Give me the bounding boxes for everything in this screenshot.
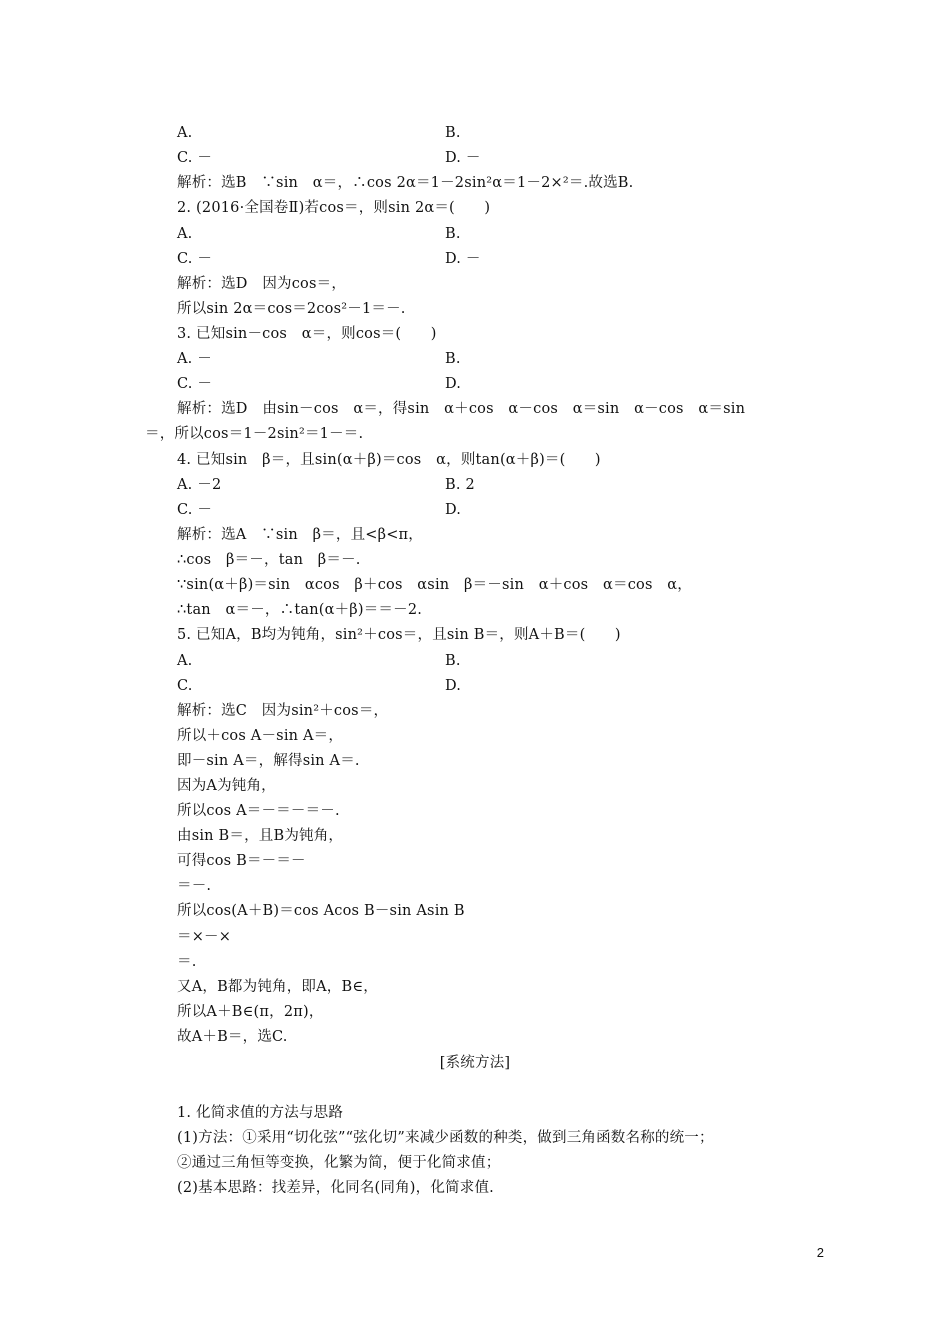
- q5-solution-6: 由sin B＝，且B为钝角，: [177, 828, 344, 844]
- q2-solution-1: 解析：选D 因为cos＝，: [177, 276, 347, 292]
- q5-option-d: D.: [445, 678, 462, 694]
- q4-option-d: D.: [445, 502, 462, 518]
- q5-solution-14: 故A＋B＝，选C.: [177, 1029, 288, 1045]
- q5-solution-2: 所以＋cos A－sin A＝，: [177, 728, 344, 744]
- q5-option-c: C.: [177, 678, 193, 694]
- method-line-2: ②通过三角恒等变换，化繁为简，便于化简求值；: [177, 1155, 501, 1171]
- q3-option-c: C. －: [177, 376, 213, 392]
- q2-stem: 2. (2016·全国卷Ⅱ)若cos＝，则sin 2α＝( ): [177, 200, 491, 216]
- q5-solution-3: 即－sin A＝，解得sin A＝.: [177, 753, 360, 769]
- q1-option-a: A.: [177, 125, 193, 141]
- q2-option-c: C. －: [177, 251, 213, 267]
- q3-stem: 3. 已知sin－cos α＝，则cos＝( ): [177, 326, 437, 342]
- q5-solution-9: 所以cos(A＋B)＝cos Acos B－sin Asin B: [177, 903, 465, 919]
- q5-stem: 5. 已知A，B均为钝角，sin²＋cos＝，且sin B＝，则A＋B＝( ): [177, 627, 621, 643]
- method-title: 1. 化简求值的方法与思路: [177, 1105, 344, 1121]
- method-line-1: (1)方法：①采用“切化弦”“弦化切”来减少函数的种类，做到三角函数名称的统一；: [177, 1130, 714, 1146]
- q2-option-b: B.: [445, 226, 461, 242]
- q4-solution-2: ∴cos β＝－，tan β＝－.: [177, 552, 361, 568]
- method-line-3: (2)基本思路：找差异，化同名(同角)，化简求值.: [177, 1180, 494, 1196]
- q4-solution-1: 解析：选A ∵sin β＝，且<β<π，: [177, 527, 423, 543]
- q5-solution-11: ＝.: [177, 954, 197, 970]
- q2-solution-2: 所以sin 2α＝cos＝2cos²－1＝－.: [177, 301, 406, 317]
- page-number: 2: [816, 1245, 824, 1260]
- q3-option-d: D.: [445, 376, 462, 392]
- q5-solution-7: 可得cos B＝－＝－: [177, 853, 306, 869]
- q5-solution-12: 又A，B都为钝角，即A，B∈，: [177, 979, 378, 995]
- q4-option-a: A. －2: [177, 477, 222, 493]
- q3-solution-2: ＝，所以cos＝1－2sin²＝1－＝.: [145, 426, 364, 442]
- q3-solution-1: 解析：选D 由sin－cos α＝，得sin α＋cos α－cos α＝sin α－cos α＝sin: [177, 401, 746, 417]
- q2-option-a: A.: [177, 226, 193, 242]
- q1-solution: 解析：选B ∵sin α＝，∴cos 2α＝1－2sin²α＝1－2×²＝.故选B.: [177, 175, 634, 191]
- q1-option-d: D. －: [445, 150, 481, 166]
- q5-solution-1: 解析：选C 因为sin²＋cos＝，: [177, 703, 389, 719]
- q5-solution-5: 所以cos A＝－＝－＝－.: [177, 803, 340, 819]
- q3-option-b: B.: [445, 351, 461, 367]
- q1-option-c: C. －: [177, 150, 213, 166]
- q4-option-b: B. 2: [445, 477, 475, 493]
- q4-option-c: C. －: [177, 502, 213, 518]
- q4-solution-4: ∴tan α＝－，∴tan(α＋β)＝＝－2.: [177, 602, 423, 618]
- q5-solution-10: ＝×－×: [177, 929, 232, 945]
- q5-solution-8: ＝－.: [177, 878, 212, 894]
- q5-solution-13: 所以A＋B∈(π，2π)，: [177, 1004, 324, 1020]
- q5-option-a: A.: [177, 653, 193, 669]
- q1-option-b: B.: [445, 125, 461, 141]
- section-heading: [系统方法]: [439, 1055, 511, 1071]
- q4-solution-3: ∵sin(α＋β)＝sin αcos β＋cos αsin β＝－sin α＋cos α＝cos α，: [177, 577, 692, 593]
- q2-option-d: D. －: [445, 251, 481, 267]
- q3-option-a: A. －: [177, 351, 212, 367]
- q4-stem: 4. 已知sin β＝，且sin(α＋β)＝cos α，则tan(α＋β)＝( ): [177, 452, 601, 468]
- q5-solution-4: 因为A为钝角，: [177, 778, 276, 794]
- q5-option-b: B.: [445, 653, 461, 669]
